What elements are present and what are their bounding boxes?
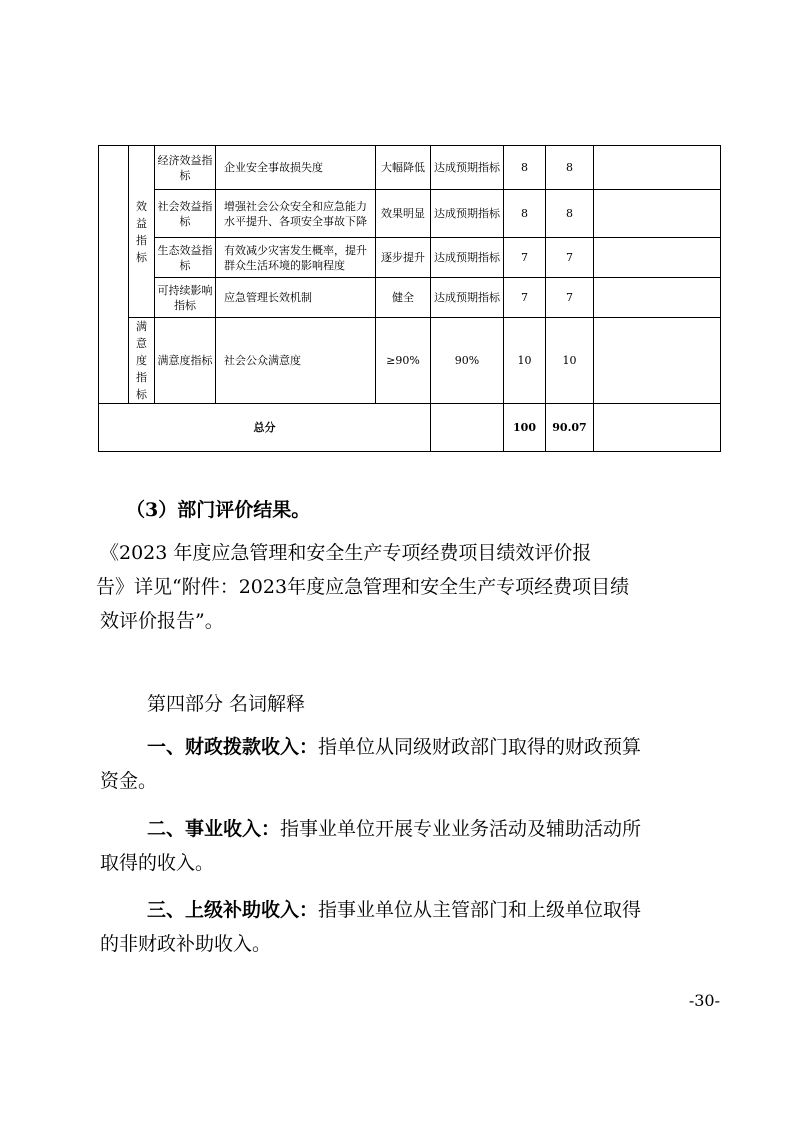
actual-cell: 90%	[431, 318, 504, 404]
actual-cell: 达成预期指标	[431, 238, 504, 278]
table-row	[99, 238, 721, 278]
target-cell: 大幅降低	[376, 146, 431, 190]
total-label: 总分	[99, 404, 431, 452]
indicator-cell: 生态效益指标	[155, 238, 216, 278]
weight-cell: 10	[504, 318, 546, 404]
note-cell	[594, 278, 721, 318]
table-row-total	[99, 404, 721, 452]
score-cell: 7	[546, 238, 594, 278]
target-cell: 效果明显	[376, 190, 431, 238]
performance-table	[98, 145, 721, 452]
part4-title: 第四部分 名词解释	[147, 693, 306, 715]
section3-line2: 告》详见“附件：2023年度应急管理和安全生产专项经费项目绩	[96, 576, 630, 598]
section3-line3: 效评价报告”。	[100, 610, 224, 632]
content-cell: 应急管理长效机制	[216, 278, 376, 318]
total-score-cell: 90.07	[546, 404, 594, 452]
content-cell: 社会公众满意度	[216, 318, 376, 404]
indicator-cell: 经济效益指标	[155, 146, 216, 190]
section3-heading: （3）部门评价结果。	[126, 499, 311, 521]
note-cell	[594, 190, 721, 238]
term-label: 二、事业收入：	[147, 818, 281, 840]
actual-cell: 达成预期指标	[431, 146, 504, 190]
actual-cell: 达成预期指标	[431, 190, 504, 238]
weight-cell: 8	[504, 146, 546, 190]
weight-cell: 8	[504, 190, 546, 238]
total-weight-cell: 100	[504, 404, 546, 452]
indicator-cell: 社会效益指标	[155, 190, 216, 238]
actual-cell: 达成预期指标	[431, 278, 504, 318]
content-cell: 有效减少灾害发生概率，提升群众生活环境的影响程度	[216, 238, 376, 278]
content-cell: 企业安全事故损失度	[216, 146, 376, 190]
table-row	[99, 190, 721, 238]
term-definition: 指单位从同级财政部门取得的财政预算	[318, 736, 642, 758]
table-row	[99, 278, 721, 318]
note-cell	[594, 146, 721, 190]
score-cell: 8	[546, 146, 594, 190]
group-label-effect: 效益指标	[129, 146, 155, 318]
term-label: 三、上级补助收入：	[147, 899, 319, 921]
target-cell: 健全	[376, 278, 431, 318]
term-item-1-cont: 资金。	[100, 770, 158, 792]
term-item-3	[147, 892, 747, 928]
table-row	[99, 318, 721, 404]
page-number: -30-	[688, 991, 720, 1010]
score-cell: 10	[546, 318, 594, 404]
target-cell: ≥90%	[376, 318, 431, 404]
score-cell: 8	[546, 190, 594, 238]
score-cell: 7	[546, 278, 594, 318]
section3-line1: 《2023 年度应急管理和安全生产专项经费项目绩效评价报	[100, 542, 592, 564]
indicator-cell: 可持续影响指标	[155, 278, 216, 318]
weight-cell: 7	[504, 278, 546, 318]
total-blank-cell	[431, 404, 504, 452]
term-definition: 指事业单位从主管部门和上级单位取得	[318, 899, 642, 921]
term-item-3-cont: 的非财政补助收入。	[100, 933, 272, 955]
table-cell-blank	[99, 146, 129, 404]
term-item-1	[147, 729, 747, 765]
content-cell: 增强社会公众安全和应急能力水平提升、各项安全事故下降	[216, 190, 376, 238]
table-row	[99, 146, 721, 190]
note-cell	[594, 238, 721, 278]
group-label-satisfaction: 满意度指标	[129, 318, 155, 404]
target-cell: 逐步提升	[376, 238, 431, 278]
indicator-cell: 满意度指标	[155, 318, 216, 404]
note-cell	[594, 318, 721, 404]
term-definition: 指事业单位开展专业业务活动及辅助活动所	[280, 818, 642, 840]
total-note-cell	[594, 404, 721, 452]
term-item-2-cont: 取得的收入。	[100, 852, 215, 874]
weight-cell: 7	[504, 238, 546, 278]
term-label: 一、财政拨款收入：	[147, 736, 319, 758]
term-item-2	[147, 811, 747, 847]
